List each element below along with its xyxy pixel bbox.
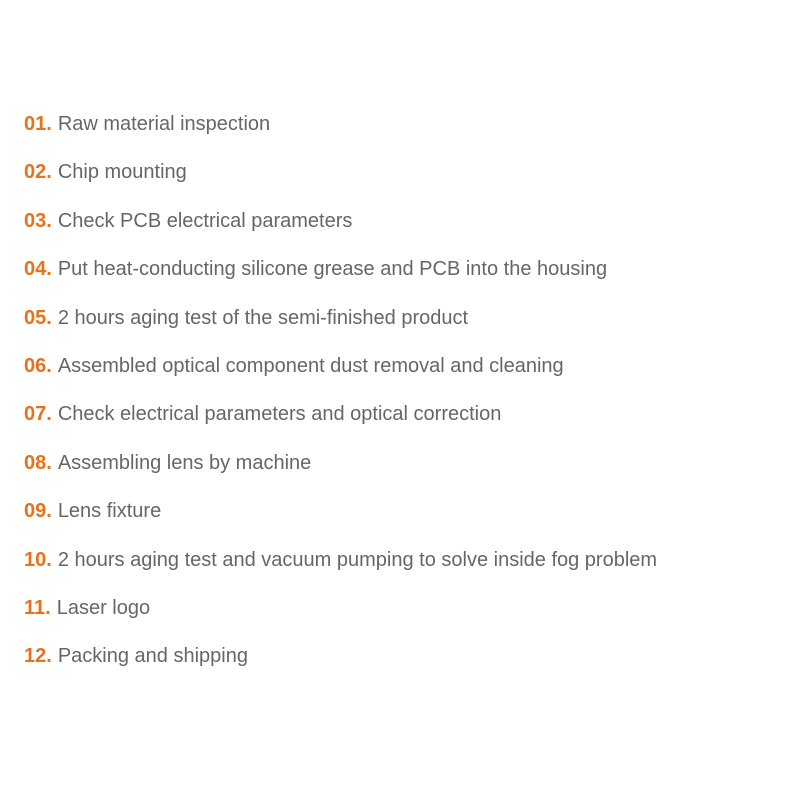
list-item: [24, 447, 657, 495]
step-text: Lens fixture: [57, 500, 162, 523]
step-text: Laser logo: [56, 596, 151, 619]
list-item: [24, 253, 657, 301]
list-item: [24, 108, 657, 156]
list-item: [24, 205, 657, 253]
list-item: [24, 302, 657, 350]
list-item: [24, 640, 657, 688]
list-item: [24, 350, 657, 398]
step-number: 02.: [24, 161, 52, 184]
step-number: 06.: [24, 354, 52, 377]
step-number: 01.: [24, 113, 52, 135]
step-text: Put heat-conducting silicone grease and PCB into the housing: [57, 258, 608, 281]
process-step-list: [24, 108, 657, 689]
step-text: Chip mounting: [57, 161, 187, 184]
step-text: Assembled optical component dust removal and cleaning: [57, 354, 564, 377]
step-text: Packing and shipping: [57, 645, 248, 668]
step-text: Raw material inspection: [57, 113, 271, 135]
step-text: 2 hours aging test of the semi-finished product: [57, 306, 469, 329]
step-number: 07.: [24, 403, 52, 426]
list-item: [24, 592, 657, 640]
list-item: [24, 156, 657, 204]
list-item: [24, 544, 657, 592]
step-number: 12.: [24, 645, 52, 668]
step-number: 10.: [24, 548, 52, 571]
step-number: 05.: [24, 306, 52, 329]
step-text: Check electrical parameters and optical correction: [57, 403, 502, 426]
step-number: 08.: [24, 451, 52, 474]
list-item: [24, 495, 657, 543]
step-number: 04.: [24, 258, 52, 281]
step-number: 11.: [24, 596, 51, 619]
step-text: Assembling lens by machine: [57, 451, 312, 474]
step-text: Check PCB electrical parameters: [57, 209, 353, 232]
list-item: [24, 398, 657, 446]
step-number: 09.: [24, 500, 52, 523]
step-number: 03.: [24, 209, 52, 232]
step-text: 2 hours aging test and vacuum pumping to solve inside fog problem: [57, 548, 658, 571]
